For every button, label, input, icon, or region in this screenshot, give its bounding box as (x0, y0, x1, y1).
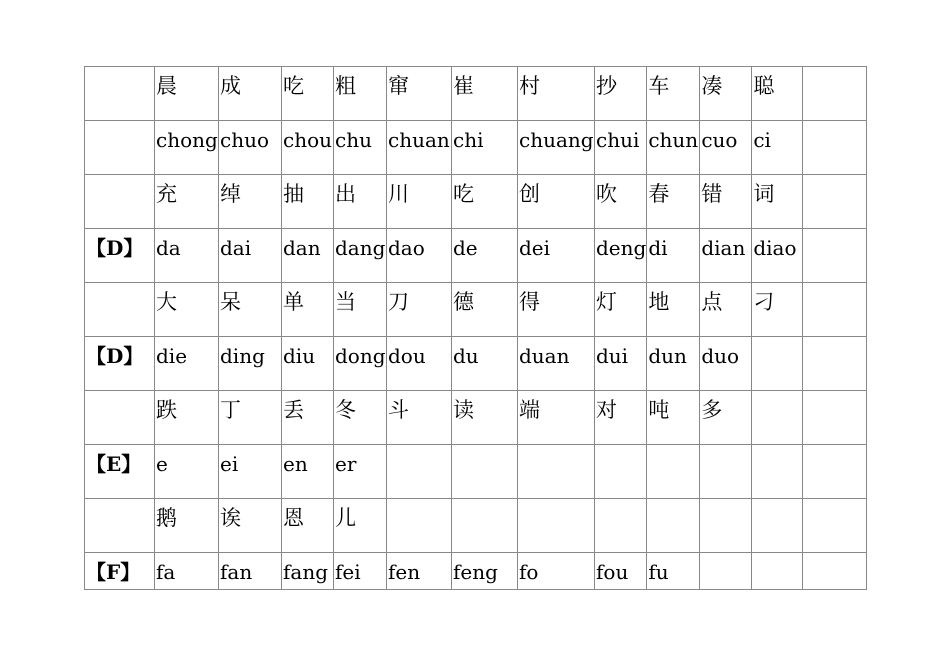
hanzi-cell: 错 (700, 175, 752, 229)
hanzi-cell: 丁 (219, 391, 282, 445)
hanzi-cell: 斗 (387, 391, 452, 445)
row-header-cell: 【D】 (85, 337, 155, 391)
pinyin-cell: fei (334, 553, 387, 590)
hanzi-cell: 端 (518, 391, 595, 445)
pinyin-cell: duan (518, 337, 595, 391)
pinyin-cell (700, 445, 752, 499)
pinyin-cell: er (334, 445, 387, 499)
hanzi-cell: 对 (595, 391, 647, 445)
pinyin-cell (803, 337, 867, 391)
pinyin-cell (700, 553, 752, 590)
pinyin-cell: diao (752, 229, 803, 283)
hanzi-cell: 词 (752, 175, 803, 229)
pinyin-cell: chuan (387, 121, 452, 175)
row-header-cell (85, 121, 155, 175)
pinyin-cell: du (452, 337, 518, 391)
pinyin-cell (752, 445, 803, 499)
pinyin-cell: chu (334, 121, 387, 175)
hanzi-cell: 晨 (155, 67, 219, 121)
pinyin-cell (752, 337, 803, 391)
hanzi-cell: 春 (647, 175, 700, 229)
pinyin-cell (595, 445, 647, 499)
table-row (85, 175, 867, 229)
pinyin-cell: dui (595, 337, 647, 391)
hanzi-cell (803, 283, 867, 337)
pinyin-cell: chong (155, 121, 219, 175)
row-header-cell: 【F】 (85, 553, 155, 590)
hanzi-cell: 充 (155, 175, 219, 229)
pinyin-cell: fang (282, 553, 334, 590)
pinyin-cell: ding (219, 337, 282, 391)
hanzi-cell: 呆 (219, 283, 282, 337)
pinyin-cell: dei (518, 229, 595, 283)
pinyin-cell (803, 445, 867, 499)
table-body (85, 67, 867, 590)
row-header-cell (85, 175, 155, 229)
hanzi-cell: 跌 (155, 391, 219, 445)
hanzi-cell: 创 (518, 175, 595, 229)
hanzi-cell: 当 (334, 283, 387, 337)
hanzi-cell: 冬 (334, 391, 387, 445)
pinyin-cell: deng (595, 229, 647, 283)
hanzi-cell: 恩 (282, 499, 334, 553)
pinyin-cell: chun (647, 121, 700, 175)
hanzi-cell (647, 499, 700, 553)
table-row (85, 391, 867, 445)
pinyin-cell: dai (219, 229, 282, 283)
hanzi-cell: 单 (282, 283, 334, 337)
table-row (85, 337, 867, 391)
table-row (85, 553, 867, 590)
row-header-cell (85, 283, 155, 337)
pinyin-cell: fa (155, 553, 219, 590)
pinyin-cell (803, 229, 867, 283)
pinyin-cell: chuo (219, 121, 282, 175)
pinyin-cell: fo (518, 553, 595, 590)
pinyin-cell (752, 553, 803, 590)
pinyin-cell: da (155, 229, 219, 283)
hanzi-cell (700, 499, 752, 553)
pinyin-cell: fen (387, 553, 452, 590)
pinyin-cell: dong (334, 337, 387, 391)
pinyin-cell (387, 445, 452, 499)
pinyin-cell (518, 445, 595, 499)
hanzi-cell: 诶 (219, 499, 282, 553)
pinyin-cell: e (155, 445, 219, 499)
table-row (85, 283, 867, 337)
hanzi-cell (518, 499, 595, 553)
hanzi-cell: 刀 (387, 283, 452, 337)
hanzi-cell: 抄 (595, 67, 647, 121)
hanzi-cell: 绰 (219, 175, 282, 229)
hanzi-cell: 川 (387, 175, 452, 229)
hanzi-cell: 抽 (282, 175, 334, 229)
table-row (85, 229, 867, 283)
pinyin-cell: ci (752, 121, 803, 175)
pinyin-cell: chou (282, 121, 334, 175)
row-header-cell (85, 391, 155, 445)
hanzi-cell: 大 (155, 283, 219, 337)
hanzi-cell (803, 391, 867, 445)
hanzi-cell: 吹 (595, 175, 647, 229)
hanzi-cell: 聪 (752, 67, 803, 121)
hanzi-cell: 得 (518, 283, 595, 337)
hanzi-cell: 窜 (387, 67, 452, 121)
pinyin-cell: de (452, 229, 518, 283)
hanzi-cell: 粗 (334, 67, 387, 121)
row-header-cell: 【D】 (85, 229, 155, 283)
hanzi-cell: 儿 (334, 499, 387, 553)
pinyin-cell: dao (387, 229, 452, 283)
hanzi-cell (595, 499, 647, 553)
hanzi-cell: 德 (452, 283, 518, 337)
hanzi-cell (803, 499, 867, 553)
hanzi-cell: 村 (518, 67, 595, 121)
hanzi-cell: 点 (700, 283, 752, 337)
hanzi-cell (387, 499, 452, 553)
pinyin-cell (452, 445, 518, 499)
hanzi-cell: 丢 (282, 391, 334, 445)
pinyin-cell: ei (219, 445, 282, 499)
hanzi-cell: 吨 (647, 391, 700, 445)
table-row (85, 121, 867, 175)
pinyin-cell (803, 553, 867, 590)
pinyin-cell: chui (595, 121, 647, 175)
pinyin-cell: fou (595, 553, 647, 590)
pinyin-cell (647, 445, 700, 499)
hanzi-cell (752, 391, 803, 445)
row-header-cell: 【E】 (85, 445, 155, 499)
hanzi-cell (803, 67, 867, 121)
hanzi-cell: 凑 (700, 67, 752, 121)
pinyin-cell: dou (387, 337, 452, 391)
hanzi-cell (803, 175, 867, 229)
hanzi-cell: 吃 (282, 67, 334, 121)
table-row (85, 445, 867, 499)
pinyin-cell: en (282, 445, 334, 499)
hanzi-cell: 出 (334, 175, 387, 229)
pinyin-cell: cuo (700, 121, 752, 175)
pinyin-table (84, 66, 867, 590)
pinyin-cell: chuang (518, 121, 595, 175)
pinyin-cell (803, 121, 867, 175)
pinyin-cell: dang (334, 229, 387, 283)
hanzi-cell: 鹅 (155, 499, 219, 553)
pinyin-cell: diu (282, 337, 334, 391)
pinyin-cell: fu (647, 553, 700, 590)
pinyin-cell: chi (452, 121, 518, 175)
pinyin-cell: dian (700, 229, 752, 283)
hanzi-cell: 吃 (452, 175, 518, 229)
hanzi-cell (752, 499, 803, 553)
pinyin-cell: die (155, 337, 219, 391)
pinyin-cell: fan (219, 553, 282, 590)
hanzi-cell: 地 (647, 283, 700, 337)
pinyin-cell: duo (700, 337, 752, 391)
pinyin-cell: dun (647, 337, 700, 391)
table-row (85, 67, 867, 121)
hanzi-cell: 刁 (752, 283, 803, 337)
hanzi-cell: 多 (700, 391, 752, 445)
row-header-cell (85, 499, 155, 553)
hanzi-cell: 读 (452, 391, 518, 445)
row-header-cell (85, 67, 155, 121)
hanzi-cell: 灯 (595, 283, 647, 337)
table-row (85, 499, 867, 553)
pinyin-cell: feng (452, 553, 518, 590)
pinyin-cell: dan (282, 229, 334, 283)
hanzi-cell: 崔 (452, 67, 518, 121)
hanzi-cell: 成 (219, 67, 282, 121)
pinyin-cell: di (647, 229, 700, 283)
hanzi-cell: 车 (647, 67, 700, 121)
hanzi-cell (452, 499, 518, 553)
